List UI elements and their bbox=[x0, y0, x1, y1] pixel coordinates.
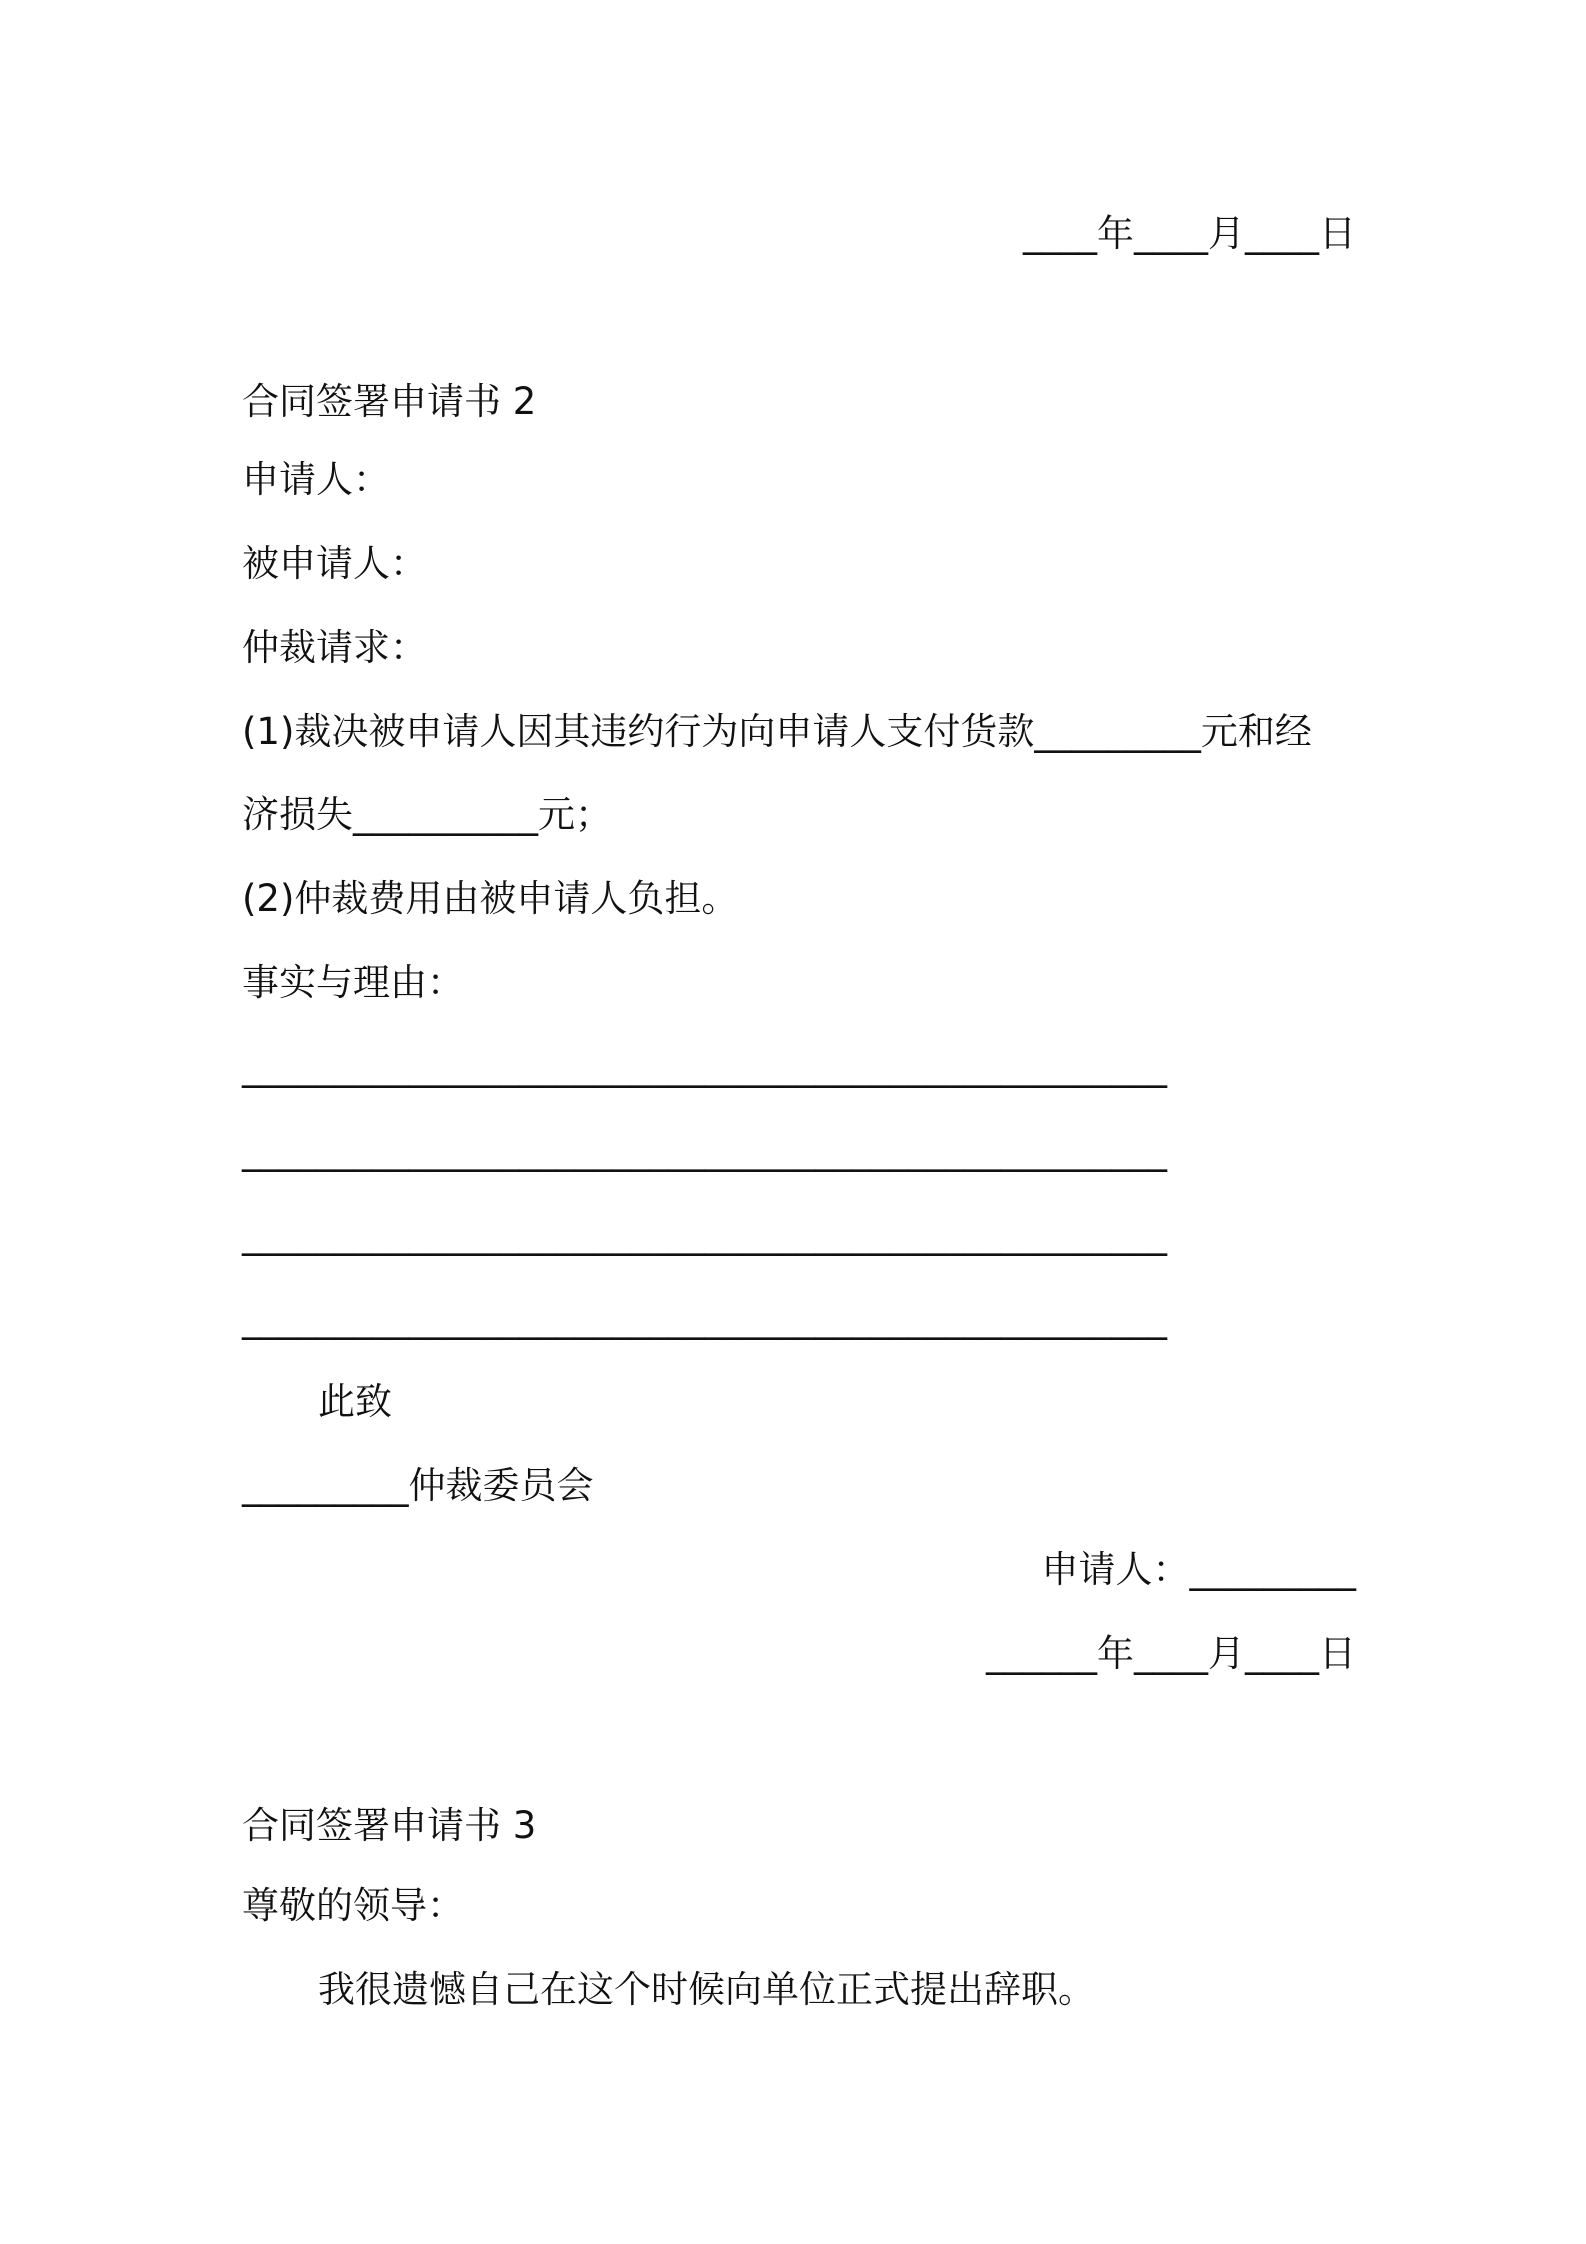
respondent-label: 被申请人： bbox=[242, 542, 427, 585]
claims-heading: 仲裁请求： bbox=[242, 626, 427, 669]
resignation-sentence: 我很遗憾自己在这个时候向单位正式提出辞职。 bbox=[318, 1968, 1095, 2011]
section2-title: 合同签署申请书 2 bbox=[242, 380, 537, 423]
claim1-line2: 济损失__________元； bbox=[242, 793, 612, 836]
facts-heading: 事实与理由： bbox=[242, 961, 464, 1004]
blank-line: __________________________________________________ bbox=[242, 1297, 1167, 1340]
applicant-label: 申请人： bbox=[242, 458, 390, 501]
committee-line: _________仲裁委员会 bbox=[242, 1464, 594, 1507]
section3-title: 合同签署申请书 3 bbox=[242, 1804, 537, 1847]
blank-line: __________________________________________________ bbox=[242, 1129, 1167, 1172]
top-date-line: ____年____月____日 bbox=[1023, 212, 1356, 255]
signature-line: 申请人：_________ bbox=[1041, 1548, 1356, 1591]
salutation: 此致 bbox=[318, 1380, 392, 1423]
blank-line: __________________________________________________ bbox=[242, 1213, 1167, 1256]
greeting: 尊敬的领导： bbox=[242, 1884, 464, 1927]
claim2: (2)仲裁费用由被申请人负担。 bbox=[242, 877, 739, 920]
claim1-line1: (1)裁决被申请人因其违约行为向申请人支付货款_________元和经 bbox=[242, 710, 1312, 753]
section2-date-line: ______年____月____日 bbox=[986, 1632, 1356, 1675]
blank-line: __________________________________________________ bbox=[242, 1045, 1167, 1088]
